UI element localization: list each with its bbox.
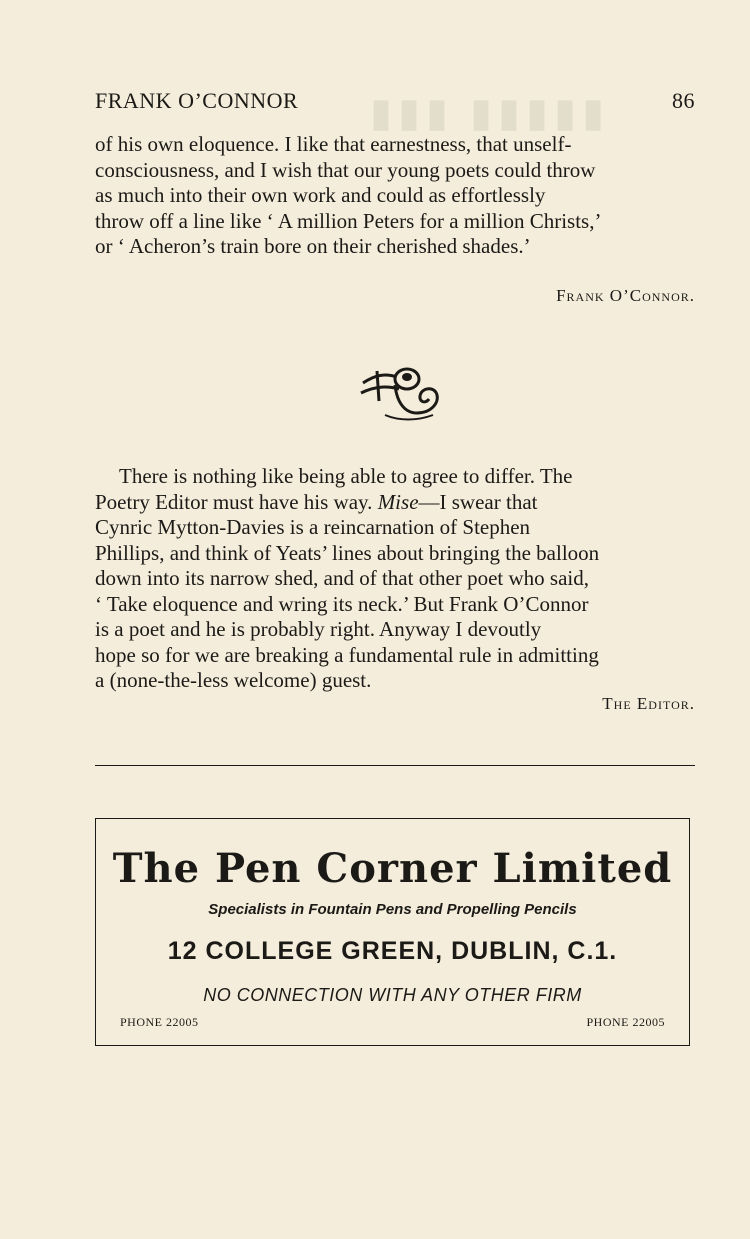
text-line: throw off a line like ‘ A million Peters for a million Christs,’ <box>95 208 602 233</box>
paragraph-2 <box>95 464 695 694</box>
italic-word-mise: Mise <box>377 489 419 514</box>
text-line: or ‘ Acheron’s train bore on their cherished shades.’ <box>95 234 531 258</box>
text-line: ‘ Take eloquence and wring its neck.’ But Frank O’Connor <box>95 591 589 616</box>
ad-title: The Pen Corner Limited <box>112 845 673 892</box>
text-line <box>95 464 695 490</box>
signature-frank-oconnor: Frank O’Connor. <box>556 286 695 305</box>
divider-rule <box>95 765 695 766</box>
page-number: 86 <box>672 88 695 113</box>
text-span: There is nothing like being able to agree to differ. The <box>119 464 573 488</box>
ad-phone-right: PHONE 22005 <box>586 1015 665 1029</box>
ad-subtitle: Specialists in Fountain Pens and Propelling Pencils <box>208 901 577 918</box>
text-line: down into its narrow shed, and of that other poet who said, <box>95 566 589 590</box>
text-line: is a poet and he is probably right. Anyway I devoutly <box>95 617 542 641</box>
signature-the-editor: The Editor. <box>602 694 695 713</box>
text-span: Poetry Editor must have his way. <box>95 489 378 514</box>
text-line: hope so for we are breaking a fundamental rule in admitting <box>95 642 599 667</box>
inkwell-ornament-icon <box>355 355 445 425</box>
text-span: —I swear that <box>418 489 538 514</box>
text-line <box>95 490 695 516</box>
show-through-texture: ▮▮▮ ▮▮▮▮▮ <box>370 100 611 135</box>
running-title: FRANK O’CONNOR <box>95 88 299 113</box>
pen-corner-advertisement <box>95 818 690 1046</box>
ad-phone-left: PHONE 22005 <box>120 1015 199 1029</box>
text-line: of his own eloquence. I like that earnestness, that unself- <box>95 132 572 156</box>
text-line: Phillips, and think of Yeats’ lines about bringing the balloon <box>95 540 600 565</box>
text-line: consciousness, and I wish that our young poets could throw <box>95 157 596 182</box>
text-line: as much into their own work and could as effortlessly <box>95 183 546 207</box>
paragraph-1 <box>95 132 695 260</box>
ad-note: NO CONNECTION WITH ANY OTHER FIRM <box>203 985 582 1005</box>
text-line: a (none-the-less welcome) guest. <box>95 668 372 692</box>
ad-address: 12 COLLEGE GREEN, DUBLIN, C.1. <box>167 937 618 965</box>
running-head <box>95 88 695 114</box>
text-line: Cynric Mytton-Davies is a reincarnation of Stephen <box>95 515 531 539</box>
